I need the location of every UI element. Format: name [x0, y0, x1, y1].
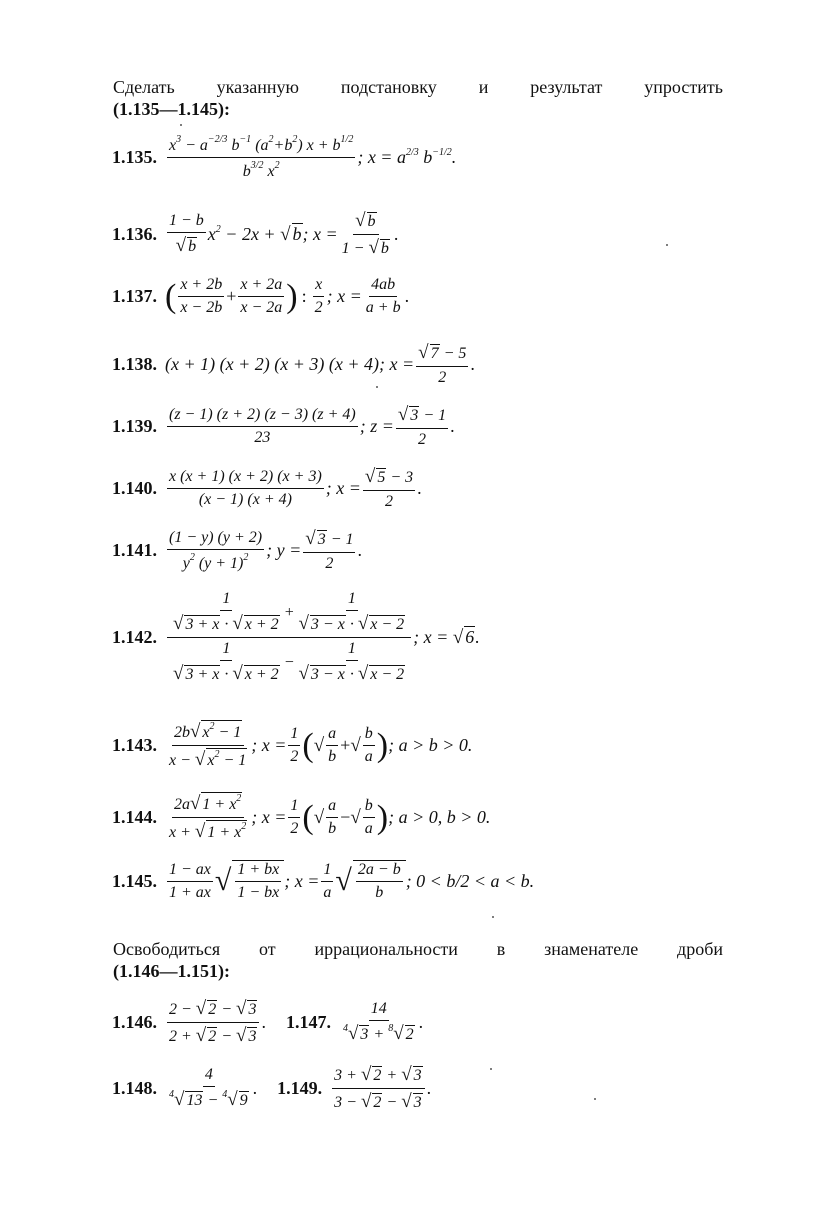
- heading-word: результат: [530, 77, 603, 97]
- heading-word: Сделать: [113, 77, 175, 97]
- heading-word: знаменателе: [544, 939, 639, 959]
- heading-word: указанную: [216, 77, 299, 97]
- problem-1-138: 1.138. (x + 1) (x + 2) (x + 3) (x + 4); x = $\frac{√ 7 - 5}{2}$ .: [112, 342, 475, 386]
- problem-number: 1.139.: [112, 416, 157, 436]
- problem-1-136: 1.136. $\frac{1 - b}{√ b}$ $x^2 - 2x$ + √ b; x = $\frac{√ b}{1 - √ b}$ .: [112, 210, 399, 258]
- scan-speck: [376, 386, 378, 388]
- problem-1-137: 1.137. ( $\frac{x + 2b}{x - 2b}$ + $\frac{x + 2a}{x - 2a}$ ) : $\frac{x}{2}$ ; x = $\frac{4ab}{a + b}$ .: [112, 276, 410, 316]
- problem-1-144: 1.144. $\frac{2a√ 1 + x^2}{x + √ 1 + x^2}$ ; x = $\frac{1}{2}$ ( √ $\frac{a}{b}$ − √ $\frac{b}{a}$ ) ; a > 0, b > 0.: [112, 793, 491, 842]
- heading-word: упростить: [644, 77, 723, 97]
- heading-word: иррациональности: [314, 939, 458, 959]
- scan-speck: [490, 1068, 492, 1070]
- problem-row-1-148-1-149: 1.148. $\frac{4}{^4√ 13 - ^4√ 9}$ . 1.149. $\frac{3 + √ 2 + √ 3}{3 - √ 2 - √ 3}$ .: [112, 1064, 432, 1112]
- problem-number: 1.137.: [112, 286, 157, 306]
- problem-1-142: 1.142. $\frac{1}{√ 3 + x \cdot √ x + 2}$ + $\frac{1}{√ 3 - x \cdot √ x - 2}$ $\frac{1}{√ 3 + x \cdot √ x + 2}$ − $\frac{1}{√ 3 - x \cdot √ x - 2}$ ; x = √ 6.: [112, 590, 480, 684]
- scan-speck: [666, 244, 668, 246]
- heading-word: в: [496, 939, 506, 959]
- problem-number: 1.141.: [112, 540, 157, 560]
- scan-speck: [594, 1098, 596, 1100]
- heading-word: и: [478, 77, 489, 97]
- problem-number: 1.149.: [277, 1078, 323, 1098]
- problem-number: 1.135.: [112, 147, 157, 167]
- problem-number: 1.140.: [112, 478, 157, 498]
- problem-number: 1.144.: [112, 807, 157, 827]
- section-heading-substitution: [113, 76, 723, 120]
- problem-number: 1.146.: [112, 1012, 157, 1032]
- problem-1-145: 1.145. $\frac{1 - ax}{1 + ax}$ √ $\frac{1 + bx}{1 - bx}$ ; x = $\frac{1}{a}$ √ $\frac{2a - b}{b}$ ; 0 < b/2 < a < b.: [112, 860, 535, 901]
- heading-range: (1.146—1.151):: [113, 961, 230, 981]
- heading-range: (1.135—1.145):: [113, 99, 230, 119]
- problem-row-1-146-1-147: 1.146. $\frac{2 - √ 2 - √ 3}{2 + √ 2 - √ 3}$ . 1.147. $\frac{14}{^4√ 3 + ^8√ 2}$ .: [112, 998, 424, 1046]
- problem-number: 1.147.: [285, 1012, 331, 1032]
- problem-number: 1.143.: [112, 735, 157, 755]
- problem-number: 1.138.: [112, 354, 157, 374]
- heading-word: от: [258, 939, 276, 959]
- scan-speck: [180, 124, 182, 126]
- problem-number: 1.145.: [112, 870, 157, 891]
- problem-number: 1.148.: [112, 1078, 157, 1098]
- heading-word: Освободиться: [113, 939, 221, 959]
- problem-1-141: 1.141. $\frac{(1 - y) (y + 2)}{y^2 (y + 1)^2}$ ; y = $\frac{√ 3 - 1}{2}$ .: [112, 528, 362, 572]
- problem-number: 1.136.: [112, 224, 157, 244]
- heading-word: подстановку: [340, 77, 437, 97]
- problem-1-135: 1.135. $\frac{x^3 - a^{-2/3} b^{-1} (a^2+b^2) x + b^{1/2}}{b^{3/2} x^2}$ ; $x = a^{2/3}$ $b^{-1/2}$.: [112, 134, 457, 180]
- problem-1-139: 1.139. $\frac{(z - 1) (z + 2) (z - 3) (z + 4)}{23}$ ; z = $\frac{√ 3 - 1}{2}$ .: [112, 404, 455, 448]
- problem-1-140: 1.140. $\frac{x (x + 1) (x + 2) (x + 3)}{(x - 1) (x + 4)}$ ; x = $\frac{√ 5 - 3}{2}$ .: [112, 466, 422, 510]
- problem-number: 1.142.: [112, 627, 157, 647]
- problem-1-143: 1.143. $\frac{2b√ x^2 - 1}{x - √ x^2 - 1}$ ; x = $\frac{1}{2}$ ( √ $\frac{a}{b}$ + √ $\frac{b}{a}$ ) ; a > b > 0.: [112, 721, 473, 770]
- section-heading-rationalize: [113, 938, 723, 982]
- scan-speck: [492, 916, 494, 918]
- heading-word: дроби: [677, 939, 723, 959]
